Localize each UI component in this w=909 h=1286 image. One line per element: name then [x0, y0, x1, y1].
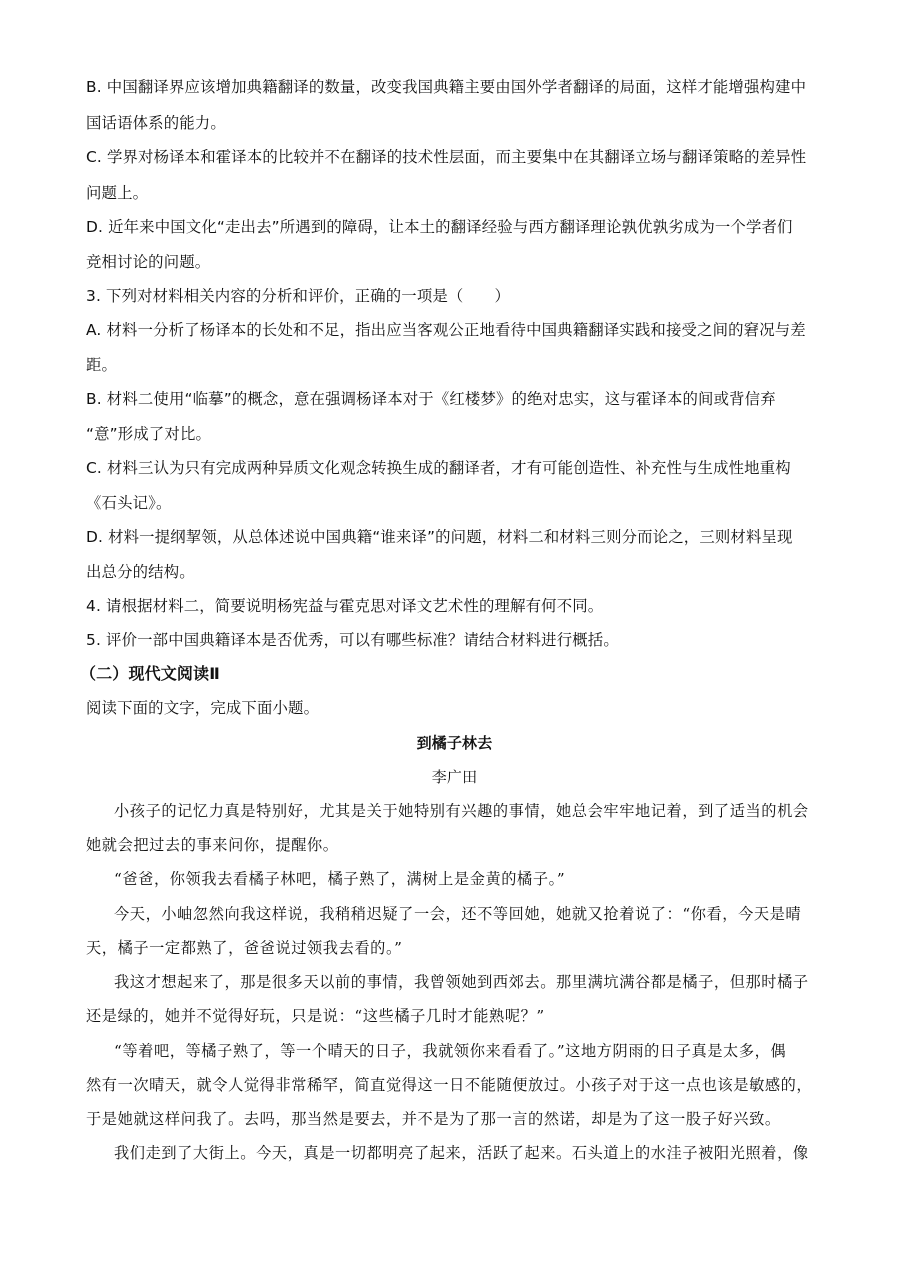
reading-instruction: 阅读下面的文字，完成下面小题。 [86, 699, 320, 717]
story-paragraph-1-line-1: 小孩子的记忆力真是特别好，尤其是关于她特别有兴趣的事情，她总会牢牢地记着，到了适当的机会 [114, 802, 809, 820]
story-paragraph-5-line-1: “等着吧，等橘子熟了，等一个晴天的日子，我就领你来看看了。”这地方阴雨的日子真是太多，偶 [114, 1042, 787, 1060]
option-d-line-1: D. 近年来中国文化“走出去”所遇到的障碍，让本土的翻译经验与西方翻译理论孰优孰劣成为一个学者们 [86, 218, 793, 236]
q3-option-b-line-2: “意”形成了对比。 [86, 425, 212, 443]
q3-option-d-line-1: D. 材料一提纲挈领，从总体述说中国典籍“谁来译”的问题，材料二和材料三则分而论之，三则材料呈现 [86, 528, 793, 546]
story-paragraph-5-line-2: 然有一次晴天，就令人觉得非常稀罕，简直觉得这一日不能随便放过。小孩子对于这一点也该是敏感的， [86, 1076, 813, 1094]
question-5: 5. 评价一部中国典籍译本是否优秀，可以有哪些标准？请结合材料进行概括。 [86, 631, 619, 649]
option-b-line-2: 国话语体系的能力。 [86, 114, 226, 132]
story-paragraph-3-line-2: 天，橘子一定都熟了，爸爸说过领我去看的。” [86, 939, 403, 957]
q3-option-a-line-1: A. 材料一分析了杨译本的长处和不足，指出应当客观公正地看待中国典籍翻译实践和接受之间的窘况与差 [86, 321, 806, 339]
question-3: 3. 下列对材料相关内容的分析和评价，正确的一项是（ ） [86, 287, 511, 305]
q3-option-b-line-1: B. 材料二使用“临摹”的概念，意在强调杨译本对于《红楼梦》的绝对忠实，这与霍译本的间或背信弃 [86, 390, 776, 408]
story-title: 到橘子林去 [416, 734, 493, 752]
story-paragraph-1-line-2: 她就会把过去的事来问你，提醒你。 [86, 836, 339, 854]
q3-option-c-line-2: 《石头记》。 [86, 494, 172, 512]
option-d-line-2: 竞相讨论的问题。 [86, 253, 211, 271]
q3-option-a-line-2: 距。 [86, 356, 118, 374]
story-paragraph-2: “爸爸，你领我去看橘子林吧，橘子熟了，满树上是金黄的橘子。” [114, 870, 566, 888]
story-paragraph-6-line-1: 我们走到了大街上。今天，真是一切都明亮了起来，活跃了起来。石头道上的水洼子被阳光照着，像 [114, 1144, 809, 1162]
story-paragraph-3-line-1: 今天，小岫忽然向我这样说，我稍稍迟疑了一会，还不等回她，她就又抢着说了：“你看，今天是晴 [114, 905, 802, 923]
option-c-line-1: C. 学界对杨译本和霍译本的比较并不在翻译的技术性层面，而主要集中在其翻译立场与翻译策略的差异性 [86, 148, 807, 166]
option-b-line-1: B. 中国翻译界应该增加典籍翻译的数量，改变我国典籍主要由国外学者翻译的局面，这样才能增强构建中 [86, 78, 807, 96]
story-author: 李广田 [431, 768, 478, 786]
story-paragraph-5-line-3: 于是她就这样问我了。去吗，那当然是要去，并不是为了那一言的然诺，却是为了这一股子好兴致。 [86, 1110, 781, 1128]
q3-option-c-line-1: C. 材料三认为只有完成两种异质文化观念转换生成的翻译者，才有可能创造性、补充性与生成性地重构 [86, 459, 791, 477]
option-c-line-2: 问题上。 [86, 184, 149, 202]
story-paragraph-4-line-1: 我这才想起来了，那是很多天以前的事情，我曾领她到西郊去。那里满坑满谷都是橘子，但那时橘子 [114, 973, 809, 991]
question-4: 4. 请根据材料二，简要说明杨宪益与霍克思对译文艺术性的理解有何不同。 [86, 597, 604, 615]
section-heading: （二）现代文阅读Ⅱ [80, 664, 220, 683]
q3-option-d-line-2: 出总分的结构。 [86, 563, 195, 581]
story-paragraph-4-line-2: 还是绿的，她并不觉得好玩，只是说：“这些橘子几时才能熟呢？” [86, 1007, 545, 1025]
